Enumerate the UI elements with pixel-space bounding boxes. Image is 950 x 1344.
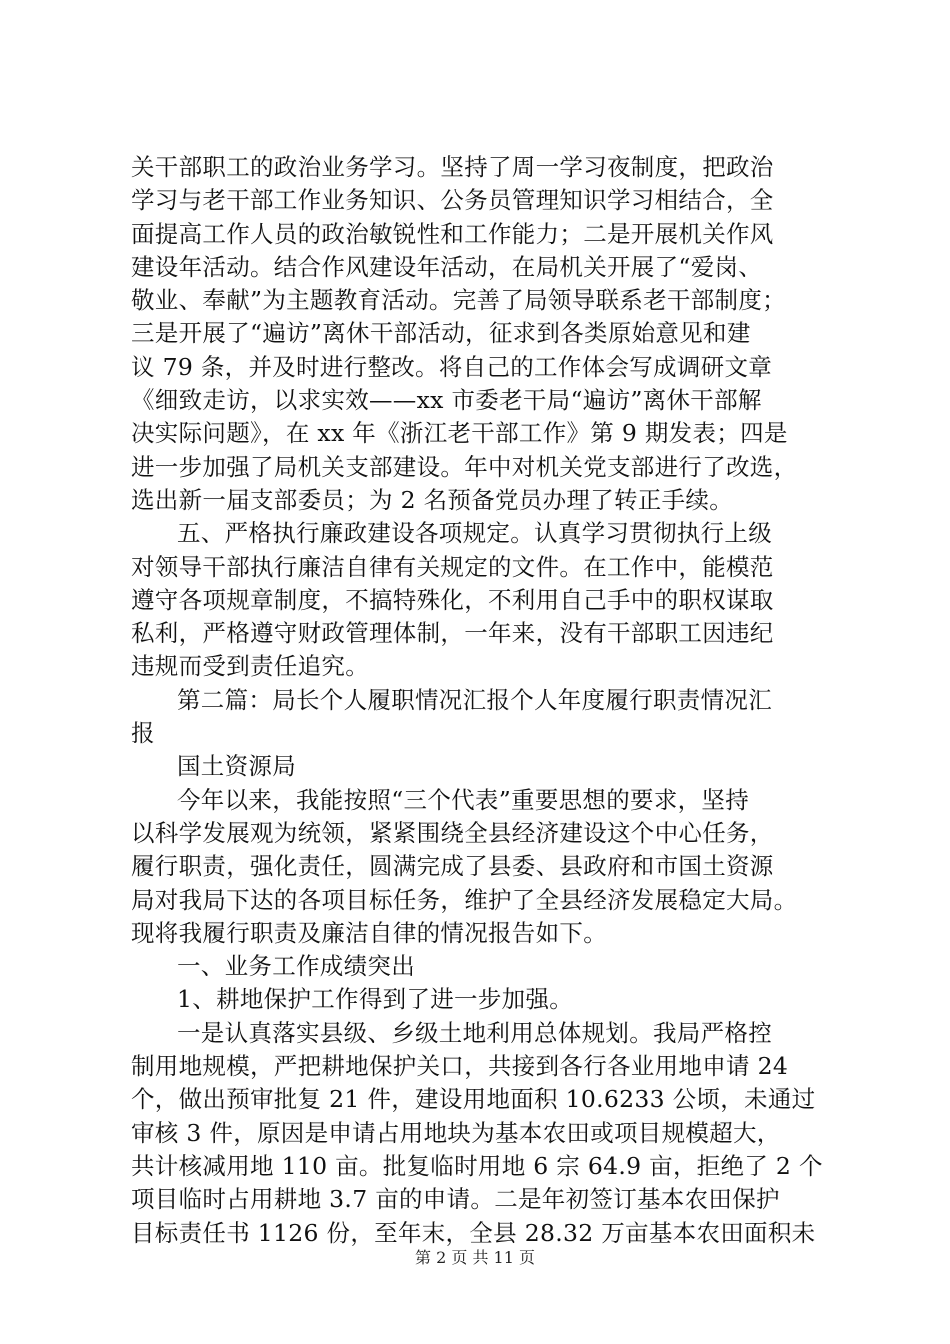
text-line: 个，做出预审批复 21 件，建设用地面积 10.6233 公顷，未通过 (131, 1085, 816, 1114)
text-line: 私利，严格遵守财政管理体制，一年来，没有干部职工因违纪 (131, 619, 774, 648)
page-footer: 第 2 页 共 11 页 (415, 1248, 535, 1267)
text-line: 议 79 条，并及时进行整改。将自己的工作体会写成调研文章 (131, 352, 773, 381)
text-line: 今年以来，我能按照“三个代表”重要思想的要求，坚持 (177, 785, 750, 814)
text-line: 一是认真落实县级、乡级土地利用总体规划。我局严格控 (177, 1018, 772, 1047)
text-line: 选出新一届支部委员；为 2 名预备党员办理了转正手续。 (131, 485, 733, 514)
text-line: 一、业务工作成绩突出 (177, 952, 415, 981)
text-line: 《细致走访，以求实效——xx 市委老干局“遍访”离休干部解 (131, 386, 762, 415)
text-line: 现将我履行职责及廉洁自律的情况报告如下。 (131, 918, 607, 947)
text-line: 建设年活动。结合作风建设年活动，在局机关开展了“爱岗、 (131, 252, 763, 281)
text-line: 对领导干部执行廉洁自律有关规定的文件。在工作中，能模范 (131, 552, 774, 581)
text-line: 三是开展了“遍访”离休干部活动，征求到各类原始意见和建 (131, 319, 751, 348)
text-line: 履行职责，强化责任，圆满完成了县委、县政府和市国土资源 (131, 852, 774, 881)
text-line: 决实际问题》，在 xx 年《浙江老干部工作》第 9 期发表；四是 (131, 419, 788, 448)
text-line: 第二篇：局长个人履职情况汇报个人年度履行职责情况汇 (177, 685, 772, 714)
text-line: 1、耕地保护工作得到了进一步加强。 (177, 985, 574, 1014)
text-line: 进一步加强了局机关支部建设。年中对机关党支部进行了改选， (131, 452, 798, 481)
text-line: 国土资源局 (177, 752, 296, 781)
text-line: 违规而受到责任追究。 (131, 652, 369, 681)
text-line: 审核 3 件，原因是申请占用地块为基本农田或项目规模超大， (131, 1118, 781, 1147)
text-line: 学习与老干部工作业务知识、公务员管理知识学习相结合，全 (131, 186, 774, 215)
text-line: 以科学发展观为统领，紧紧围绕全县经济建设这个中心任务， (131, 818, 774, 847)
text-line: 关干部职工的政治业务学习。坚持了周一学习夜制度，把政治 (131, 153, 774, 181)
text-line: 五、严格执行廉政建设各项规定。认真学习贯彻执行上级 (177, 519, 772, 548)
text-line: 目标责任书 1126 份，至年末，全县 28.32 万亩基本农田面积未 (131, 1218, 816, 1247)
text-line: 报 (131, 719, 155, 748)
text-line: 敬业、奉献”为主题教育活动。完善了局领导联系老干部制度； (131, 286, 786, 315)
text-line: 共计核减用地 110 亩。批复临时用地 6 宗 64.9 亩，拒绝了 2 个 (131, 1151, 823, 1180)
text-line: 局对我局下达的各项目标任务，维护了全县经济发展稳定大局。 (131, 885, 798, 914)
text-line: 面提高工作人员的政治敏锐性和工作能力；二是开展机关作风 (131, 219, 774, 248)
text-line: 遵守各项规章制度，不搞特殊化，不利用自己手中的职权谋取 (131, 585, 774, 614)
text-line: 项目临时占用耕地 3.7 亩的申请。二是年初签订基本农田保护 (131, 1185, 780, 1214)
text-line: 制用地规模，严把耕地保护关口，共接到各行各业用地申请 24 (131, 1052, 789, 1081)
body-text (131, 151, 841, 1250)
